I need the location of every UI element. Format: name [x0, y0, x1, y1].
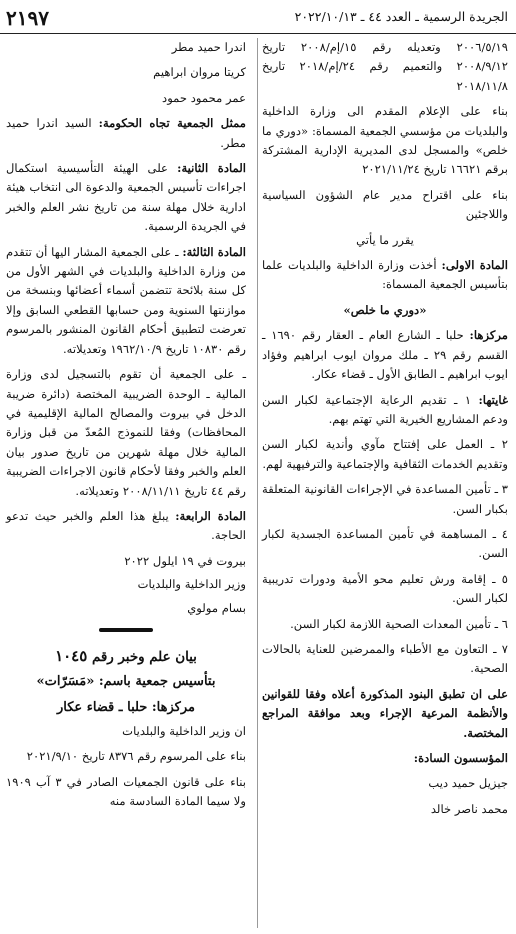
based-on-notice: بناء على الإعلام المقدم الى وزارة الداخلية والبلديات من مؤسسي الجمعية المسماة: «دوري ما خلص» والمسجل لدى المديرية الإدارية المشتركة برقم ١٦٦٢١ تاريخ ٢٠٢١/١١/٢٤: [262, 104, 508, 177]
government-representative: [6, 114, 246, 153]
goal-3: ٣ ـ تأمين المساعدة في الإجراءات القانونية المتعلقة بكبار السن.: [262, 482, 508, 516]
left-column: [6, 38, 246, 818]
article-4-label: المادة الرابعة:: [175, 508, 247, 523]
founder-5: عمر محمود حمود: [162, 90, 246, 105]
notice-number: ١٠٤٥: [55, 646, 88, 665]
minister-intro: ان وزير الداخلية والبلديات: [122, 723, 246, 738]
founder-2: محمد ناصر خالد: [430, 801, 508, 816]
gazette-title: الجريدة الرسمية ـ العدد ٤٤ ـ ٢٠٢٢/١٠/١٣: [294, 9, 508, 24]
section-divider: [99, 628, 153, 632]
goals-label: غايتها:: [478, 392, 509, 407]
signature-place-date: بيروت في ١٩ ايلول ٢٠٢٢: [124, 553, 246, 568]
signature-title: وزير الداخلية والبلديات: [137, 577, 246, 592]
based-on-decree: بناء على المرسوم رقم ٨٣٧٦ تاريخ ٢٠٢١/٩/١٠: [26, 749, 246, 764]
article-4-text: يبلغ هذا العلم والخبر حيث تدعو الحاجة.: [6, 508, 246, 543]
goal-7: ٧ ـ التعاون مع الأطباء والممرضين للعناية بالحالات الصحية.: [262, 641, 508, 676]
column-divider: [257, 38, 258, 928]
notice-title-prefix: بيان علم وخبر رقم: [87, 648, 197, 665]
goals: [262, 391, 508, 430]
notice-headquarters: مركزها: حلبا ـ قضاء عكار: [57, 699, 195, 715]
headquarters-text: حلبا ـ الشارع العام ـ العقار رقم ١٦٩٠ ـ القسم رقم ٢٩ ـ ملك مروان ايوب ابراهيم وفؤاد ايوب ابراهيم ـ الطابق الأول ـ قضاء عكار.: [262, 328, 509, 382]
founder-3: اندرا حميد مطر: [171, 40, 246, 54]
goal-5: ٥ ـ إقامة ورش تعليم محو الأمية ودورات تدريبية لكبار السن.: [262, 571, 508, 606]
headquarters: [262, 326, 508, 384]
notice-title: [6, 644, 246, 670]
representative-text: السيد اندرا حميد مطر.: [6, 116, 246, 150]
article-3-label: المادة الثالثة:: [182, 244, 246, 259]
article-2-text: على الهيئة التأسيسية استكمال اجراءات تأسيس الجمعية والدعوة الى انتخاب هيئة ادارية خلال مهلة سنة من تاريخ نشر العلم والخبر في الجريدة الرسمية.: [6, 161, 246, 234]
association-name: «دوري ما خلص»: [343, 302, 427, 317]
notice-subtitle: بتأسيس جمعية باسم: «مَسَرّات»: [36, 673, 216, 689]
decides-heading: يقرر ما يأتي: [356, 232, 414, 247]
amendment-refs: ٢٠٠٦/٥/١٩ وتعديله رقم ١٥/إم/٢٠٠٨ تاريخ ٢٠٠٨/٩/١٢ والتعميم رقم ٢٤/إم/٢٠١٨ تاريخ ٢٠١٨/١١/٨: [262, 40, 508, 93]
page-header: [0, 0, 516, 34]
goal-1: ١ ـ تقديم الرعاية الإجتماعية لكبار السن ودعم المشاريع الخيرية التي تهتم بهم.: [262, 392, 508, 426]
article-4: [6, 507, 246, 546]
goal-4: ٤ ـ المساهمة في تأمين المساعدة الجسدية لكبار السن.: [262, 526, 508, 561]
founder-1: جيزيل حميد ديب: [428, 776, 508, 791]
article-1-text: أخذت وزارة الداخلية والبلديات علما بتأسيس الجمعية المسماة:: [262, 258, 508, 292]
based-on-proposal: بناء على اقتراح مدير عام الشؤون السياسية واللاجئين: [262, 187, 508, 222]
right-column: [262, 38, 508, 825]
founders-label: المؤسسون السادة:: [413, 751, 508, 765]
page-number: ٢١٩٧: [6, 6, 49, 30]
representative-label: ممثل الجمعية تجاه الحكومة:: [98, 116, 246, 131]
article-3-text: ـ على الجمعية المشار اليها أن تتقدم من وزارة الداخلية والبلديات في الشهر الأول من كل سنة بلائحة تتضمن أسماء أعضائها وبنسخة من موازنتها السنوية ومن حسابها القطعي السابق وإلا تعرضت لتطبيق أحكام القانون المنشور بالمرسوم رقم ١٠٨٣٠ تاريخ ١٩٦٢/١٠/٩ وتعديلاته.: [6, 244, 246, 356]
article-2: [6, 159, 246, 237]
founder-4: كريتا مروان ابراهيم: [153, 65, 246, 80]
goal-6: ٦ ـ تأمين المعدات الصحية اللازمة لكبار السن.: [290, 616, 508, 631]
article-3: [6, 243, 246, 359]
article-1-label: المادة الاولى:: [441, 258, 508, 273]
headquarters-label: مركزها:: [469, 328, 508, 343]
based-on-law: بناء على قانون الجمعيات الصادر في ٣ آب ١٩٠٩ ولا سيما المادة السادسة منه: [6, 774, 246, 809]
goals-closing: على ان تطبق البنود المذكورة أعلاه وفقا للقوانين والأنظمة المرعية الإجراء وبعد موافقة المراجع المختصة.: [262, 686, 508, 740]
article-2-label: المادة الثانية:: [177, 161, 246, 176]
article-3-tax: ـ على الجمعية أن تقوم بالتسجيل لدى وزارة المالية ـ الوحدة الضريبية المختصة (دائرة ضريبة الدخل في بيروت والمصالح المالية الإقليمية في المحافظات) وفقا للنموذج المُعدّ من قبل وزارة المالية خلال مهلة شهرين من تاريخ صدور بيان العلم والخبر وفقا لأحكام قانون الاجراءات الضريبية رقم ٤٤ تاريخ ٢٠٠٨/١١/١١ وتعديلاته.: [6, 367, 246, 498]
article-1: [262, 256, 508, 295]
signature-name: بسام مولوي: [187, 600, 246, 615]
goal-2: ٢ ـ العمل على إفتتاح مآوي وأندية لكبار السن وتقديم الخدمات الثقافية والإجتماعية والترفيهية لهم.: [262, 437, 508, 471]
